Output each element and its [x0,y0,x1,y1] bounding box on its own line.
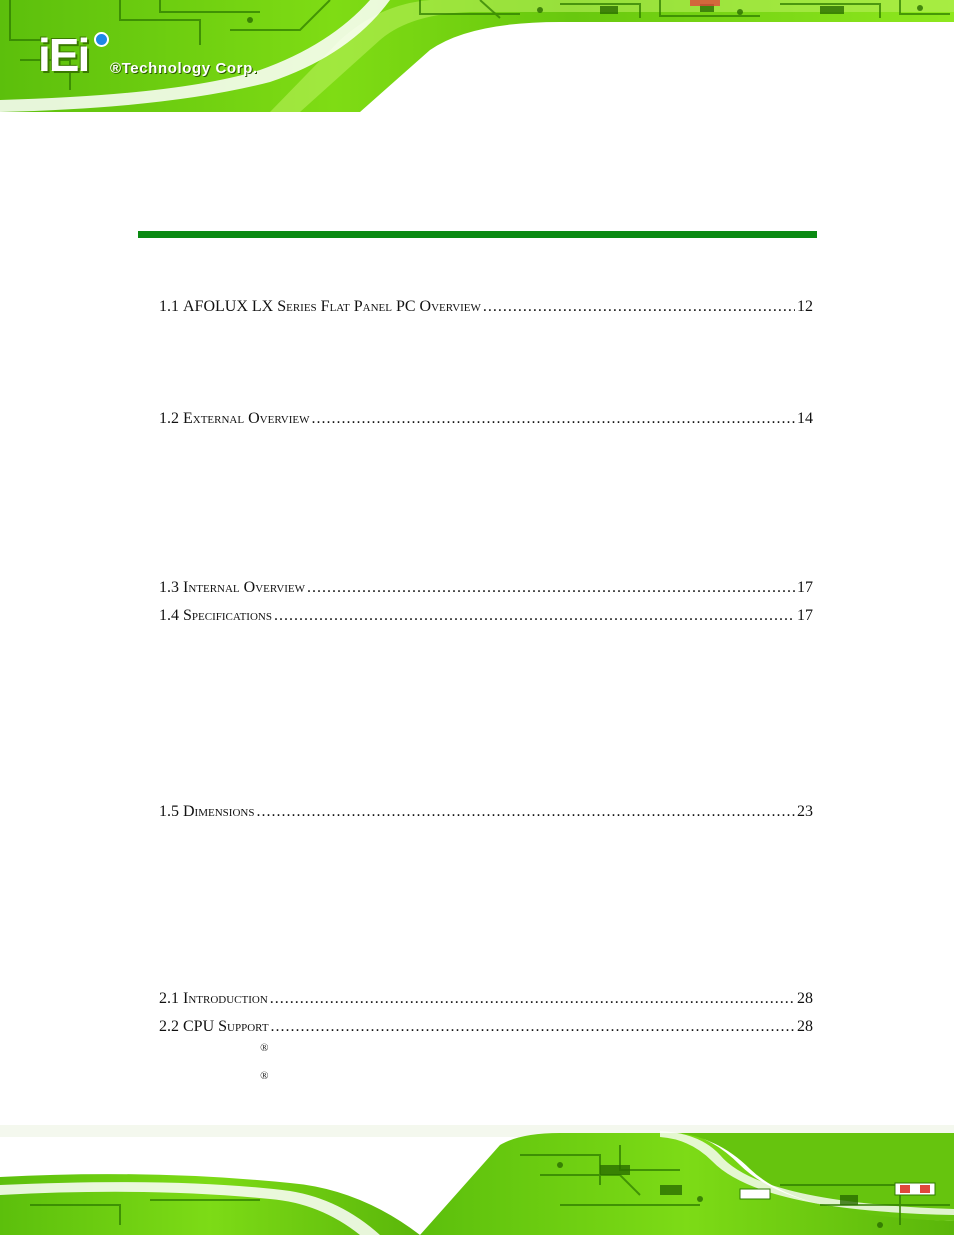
dot-leader [256,802,795,822]
dot-leader [274,606,795,626]
header-banner [0,0,954,112]
toc-page-number: 12 [797,298,813,315]
toc-title: Internal Overview [183,579,306,596]
toc-page-number: 23 [797,803,813,820]
toc-number: 1.5 [159,803,179,820]
toc-title: AFOLUX LX Series Flat Panel PC Overview [183,298,481,315]
dot-leader [483,297,795,317]
toc-entry-2-1[interactable] [159,989,813,1009]
logo-mark: iEi [38,29,89,81]
logo-dot-icon [94,32,109,47]
toc-entry-1-1[interactable] [159,297,813,317]
company-logo [38,30,298,80]
toc-page-number: 17 [797,607,813,624]
circuit-board-footer-graphic [0,1125,954,1235]
toc-title: Dimensions [183,803,255,820]
dot-leader [270,989,795,1009]
dot-leader [271,1017,795,1037]
logo-text: ®Technology Corp. [110,60,258,77]
section-divider-rule [138,231,817,238]
toc-title: CPU Support [183,1018,269,1035]
registered-mark: ® [260,1070,269,1082]
toc-page-number: 28 [797,990,813,1007]
registered-mark: ® [260,1042,269,1054]
toc-page-number: 14 [797,410,813,427]
toc-number: 2.1 [159,990,179,1007]
toc-entry-1-4[interactable] [159,606,813,626]
toc-title: Introduction [183,990,268,1007]
toc-page-number: 17 [797,579,813,596]
toc-entry-1-5[interactable] [159,802,813,822]
toc-number: 2.2 [159,1018,179,1035]
footer-banner [0,1125,954,1235]
toc-number: 1.4 [159,607,179,624]
toc-title: External Overview [183,410,310,427]
toc-number: 1.2 [159,410,179,427]
toc-page-number: 28 [797,1018,813,1035]
toc-entry-2-2[interactable] [159,1017,813,1037]
toc-title: Specifications [183,607,272,624]
dot-leader [311,409,795,429]
toc-number: 1.3 [159,579,179,596]
dot-leader [307,578,795,598]
toc-entry-1-2[interactable] [159,409,813,429]
toc-entry-1-3[interactable] [159,578,813,598]
toc-number: 1.1 [159,298,179,315]
